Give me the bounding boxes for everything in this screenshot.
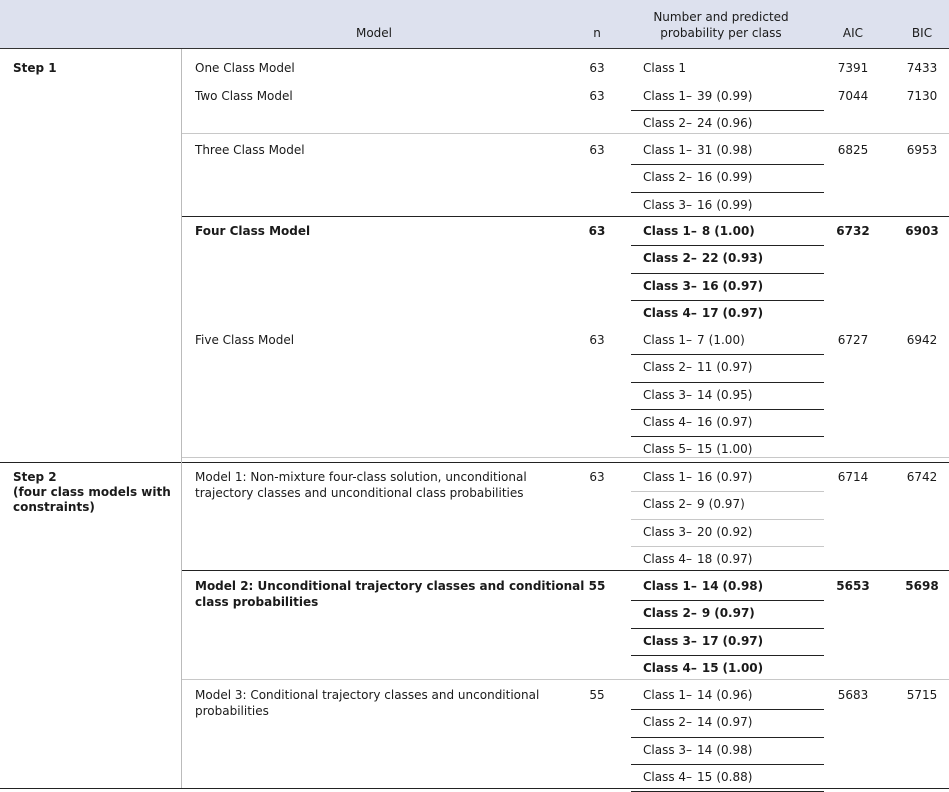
class-probability: (0.99) (716, 197, 753, 212)
class-count: 9 (697, 497, 705, 512)
class-row (643, 551, 752, 567)
class-row (643, 469, 752, 485)
class-count: 9 (701, 606, 711, 621)
model-bic: 6942 (906, 333, 938, 347)
class-divider (631, 354, 824, 355)
class-label: Class 3– (643, 387, 693, 402)
class-row (643, 414, 752, 430)
table-bottom-rule (0, 788, 949, 789)
model-n: 63 (589, 61, 605, 75)
model-bic: 5715 (906, 688, 938, 702)
header-classes-line1: Number and predicted (653, 10, 789, 24)
model-aic: 5653 (836, 579, 870, 593)
class-label: Class 4– (643, 414, 693, 429)
class-divider (631, 110, 824, 111)
class-count: 15 (697, 769, 713, 784)
class-label: Class 2– (643, 360, 693, 375)
class-count: 20 (697, 524, 713, 539)
class-count: 16 (697, 170, 713, 185)
class-count: 15 (697, 442, 713, 457)
class-divider (631, 300, 824, 301)
class-divider (631, 382, 824, 383)
class-probability: (0.95) (716, 387, 753, 402)
class-count: 15 (701, 660, 719, 675)
model-n: 63 (589, 143, 605, 157)
block-divider-strong (182, 570, 949, 571)
model-aic: 7391 (837, 61, 869, 75)
class-row (643, 359, 752, 375)
class-count: 14 (697, 688, 713, 702)
block-divider (182, 133, 949, 134)
class-label: Class 1– (643, 89, 693, 103)
model-bic: 5698 (905, 579, 939, 593)
class-divider (631, 519, 824, 520)
class-probability: (0.98) (722, 579, 764, 593)
class-count: 31 (697, 143, 713, 157)
step-label: Step 1 (13, 61, 57, 75)
class-label: Class 4– (643, 305, 697, 320)
class-divider (631, 709, 824, 710)
table-header (0, 0, 949, 49)
class-label: Class 4– (643, 551, 693, 566)
class-row (643, 88, 752, 104)
class-label: Class 1– (643, 579, 697, 593)
class-row (643, 441, 752, 457)
class-row (643, 578, 763, 594)
class-divider (631, 273, 824, 274)
model-name: Three Class Model (195, 143, 305, 157)
class-probability: (0.96) (716, 688, 753, 702)
class-count: 14 (697, 715, 713, 730)
class-count: 16 (697, 197, 713, 212)
class-divider (631, 764, 824, 765)
model-bic: 6742 (906, 470, 938, 484)
class-row (643, 633, 763, 649)
class-row (643, 142, 752, 158)
class-divider (631, 245, 824, 246)
model-bic: 7433 (906, 61, 938, 75)
class-divider (631, 655, 824, 656)
step-divider (0, 462, 949, 463)
class-count: 22 (701, 251, 719, 266)
class-divider (631, 628, 824, 629)
class-count: 17 (701, 305, 719, 320)
class-probability: (1.00) (714, 224, 755, 238)
class-label: Class 2– (643, 606, 697, 621)
step-label: Step 2 (13, 470, 57, 484)
class-row (643, 714, 752, 730)
model-name: Model 2: Unconditional trajectory classes and conditional (195, 579, 585, 593)
class-row (643, 115, 752, 131)
class-label: Class 1 (643, 61, 687, 75)
model-n: 63 (589, 470, 605, 484)
class-count: 11 (697, 360, 713, 375)
class-row (643, 169, 752, 185)
class-label: Class 4– (643, 769, 693, 784)
header-bic: BIC (911, 26, 933, 40)
class-probability: (0.97) (722, 633, 764, 648)
class-divider (631, 436, 824, 437)
class-probability: (0.99) (716, 170, 753, 185)
class-divider (631, 164, 824, 165)
class-label: Class 1– (643, 224, 697, 238)
class-row (643, 769, 752, 785)
class-probability: (0.97) (708, 497, 745, 512)
class-label: Class 1– (643, 688, 693, 702)
class-probability: (0.97) (716, 414, 753, 429)
class-probability: (0.97) (714, 606, 755, 621)
class-probability: (0.99) (716, 89, 753, 103)
model-name: class probabilities (195, 595, 319, 609)
model-aic: 6732 (836, 224, 870, 238)
class-count: 16 (697, 414, 713, 429)
header-n: n (593, 26, 601, 40)
model-aic: 6714 (837, 470, 869, 484)
model-n: 63 (589, 333, 605, 347)
class-count: 18 (697, 551, 713, 566)
class-label: Class 4– (643, 660, 697, 675)
model-aic: 5683 (837, 688, 869, 702)
class-row (643, 305, 763, 321)
class-label: Class 3– (643, 197, 693, 212)
class-row (643, 332, 745, 348)
class-label: Class 1– (643, 470, 693, 484)
class-count: 14 (701, 579, 719, 593)
class-divider (631, 192, 824, 193)
class-count: 24 (697, 116, 713, 131)
model-name: Model 1: Non-mixture four-class solution, unconditional (195, 470, 527, 484)
model-name: Two Class Model (195, 89, 293, 103)
class-label: Class 1– (643, 143, 693, 157)
model-n: 63 (589, 89, 605, 103)
class-divider (631, 491, 824, 492)
step-label: (four class models with (13, 485, 171, 499)
class-label: Class 3– (643, 278, 697, 293)
model-n: 55 (588, 579, 606, 593)
block-divider (182, 679, 949, 680)
class-count: 16 (697, 470, 713, 484)
class-label: Class 5– (643, 442, 693, 457)
model-n: 63 (588, 224, 606, 238)
step-label: constraints) (13, 500, 95, 514)
header-aic: AIC (842, 26, 864, 40)
class-divider (631, 546, 824, 547)
class-label: Class 2– (643, 497, 693, 512)
class-probability: (0.96) (716, 116, 753, 131)
model-name: Four Class Model (195, 224, 311, 238)
class-probability: (0.97) (722, 305, 764, 320)
model-name: Five Class Model (195, 333, 295, 347)
model-aic: 6727 (837, 333, 869, 347)
class-probability: (0.97) (722, 278, 764, 293)
class-count: 14 (697, 742, 713, 757)
block-divider (182, 457, 949, 458)
class-row (643, 387, 752, 403)
class-probability: (1.00) (716, 442, 753, 457)
class-row (643, 605, 755, 621)
class-probability: (0.97) (716, 551, 753, 566)
header-classes-line2: probability per class (660, 26, 782, 40)
class-row (643, 742, 752, 758)
model-name: probabilities (195, 704, 269, 718)
model-aic: 7044 (837, 89, 869, 103)
model-aic: 6825 (837, 143, 869, 157)
class-probability: (0.97) (716, 470, 753, 484)
class-label: Class 2– (643, 715, 693, 730)
class-probability: (1.00) (722, 660, 764, 675)
class-label: Class 1– (643, 333, 693, 347)
class-probability: (0.97) (716, 715, 753, 730)
class-probability: (0.98) (716, 143, 753, 157)
class-divider (631, 737, 824, 738)
block-divider-strong (182, 216, 949, 217)
class-label: Class 3– (643, 524, 693, 539)
class-row (643, 524, 752, 540)
header-model: Model (355, 26, 393, 40)
class-probability: (1.00) (708, 333, 745, 347)
class-probability: (0.92) (716, 524, 753, 539)
class-count: 16 (701, 278, 719, 293)
model-n: 55 (589, 688, 605, 702)
class-count: 8 (701, 224, 711, 238)
model-name: Model 3: Conditional trajectory classes and unconditional (195, 688, 540, 702)
class-row (643, 278, 763, 294)
class-row (643, 250, 763, 266)
class-row (643, 197, 752, 213)
class-count: 14 (697, 387, 713, 402)
class-row (643, 496, 745, 512)
class-label: Class 2– (643, 170, 693, 185)
class-row (643, 660, 763, 676)
class-divider (631, 600, 824, 601)
class-probability: (0.98) (716, 742, 753, 757)
model-name: trajectory classes and unconditional class probabilities (195, 486, 524, 500)
model-bic: 6903 (905, 224, 939, 238)
model-bic: 6953 (906, 143, 938, 157)
model-name: One Class Model (195, 61, 295, 75)
class-count: 7 (697, 333, 705, 347)
class-divider (631, 409, 824, 410)
class-probability: (0.97) (716, 360, 753, 375)
class-label: Class 3– (643, 742, 693, 757)
class-row (643, 223, 755, 239)
class-row (643, 60, 686, 76)
class-count: 39 (697, 89, 713, 103)
class-count: 17 (701, 633, 719, 648)
class-label: Class 3– (643, 633, 697, 648)
class-probability: (0.93) (722, 251, 764, 266)
class-probability: (0.88) (716, 769, 753, 784)
class-row (643, 687, 752, 703)
model-bic: 7130 (906, 89, 938, 103)
class-label: Class 2– (643, 251, 697, 266)
class-label: Class 2– (643, 116, 693, 131)
column-separator (181, 49, 182, 788)
